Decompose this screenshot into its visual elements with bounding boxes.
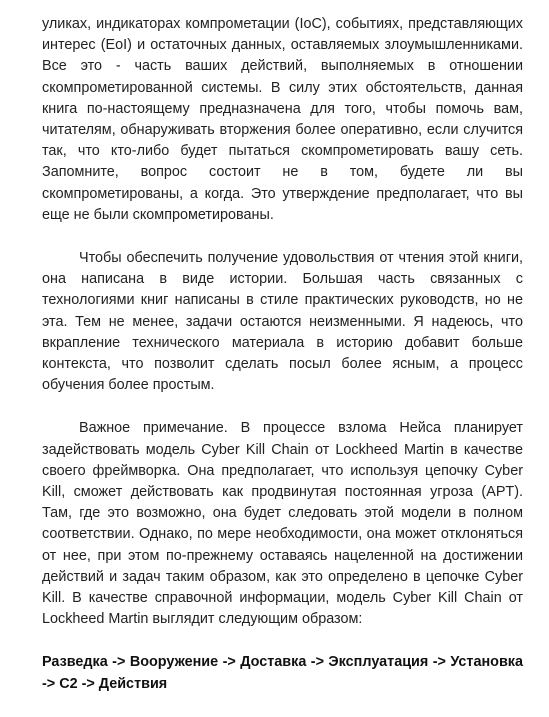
- kill-chain-sequence: Разведка -> Вооружение -> Доставка -> Эксплуатация -> Установка -> С2 -> Действия: [42, 654, 523, 692]
- document-page: [42, 14, 523, 717]
- paragraph-important-note: Важное примечание. В процессе взлома Нейса планирует задействовать модель Cyber Kill Chain от Lockheed Martin в качестве своего фреймворка. Она предполагает, что используя цепочку Cyber Kill, сможет действовать как продвинутая постоянная угроза (APT). Там, где это возможно, она будет следовать этой модели в полном соответствии. Однако, по мере необходимости, она может отклоняться от нее, при этом по-прежнему оставаясь нацеленной на достижении действий и задач таким образом, как это определено в цепочке Cyber Kill. В качестве справочной информации, модель Cyber Kill Chain от Lockheed Martin выглядит следующим образом:: [42, 420, 523, 628]
- paragraph-story-format: Чтобы обеспечить получение удовольствия от чтения этой книги, она написана в виде истории. Большая часть связанных с технологиями книг написаны в стиле практических руководств, но не эта. Тем не менее, задачи остаются неизменными. Я надеюсь, что вкрапление технического материала в историю добавит больше контекста, что позволит сделать посыл более ясным, а процесс обучения более простым.: [42, 250, 523, 394]
- paragraph-ioc-context: уликах, индикаторах компрометации (IoC), событиях, представляющих интерес (EoI) и остаточных данных, оставляемых злоумышленниками. Все это - часть ваших действий, выполняемых в отношении скомпрометированной системы. В силу этих обстоятельств, данная книга по-настоящему предназначена для того, чтобы помочь вам, читателям, обнаруживать вторжения более оперативно, если случится так, что кто-либо будет пытаться скомпрометировать вашу сеть. Запомните, вопрос состоит не в том, будете ли вы скомпрометированы, а когда. Это утверждение предполагает, что вы еще не были скомпрометированы.: [42, 16, 523, 223]
